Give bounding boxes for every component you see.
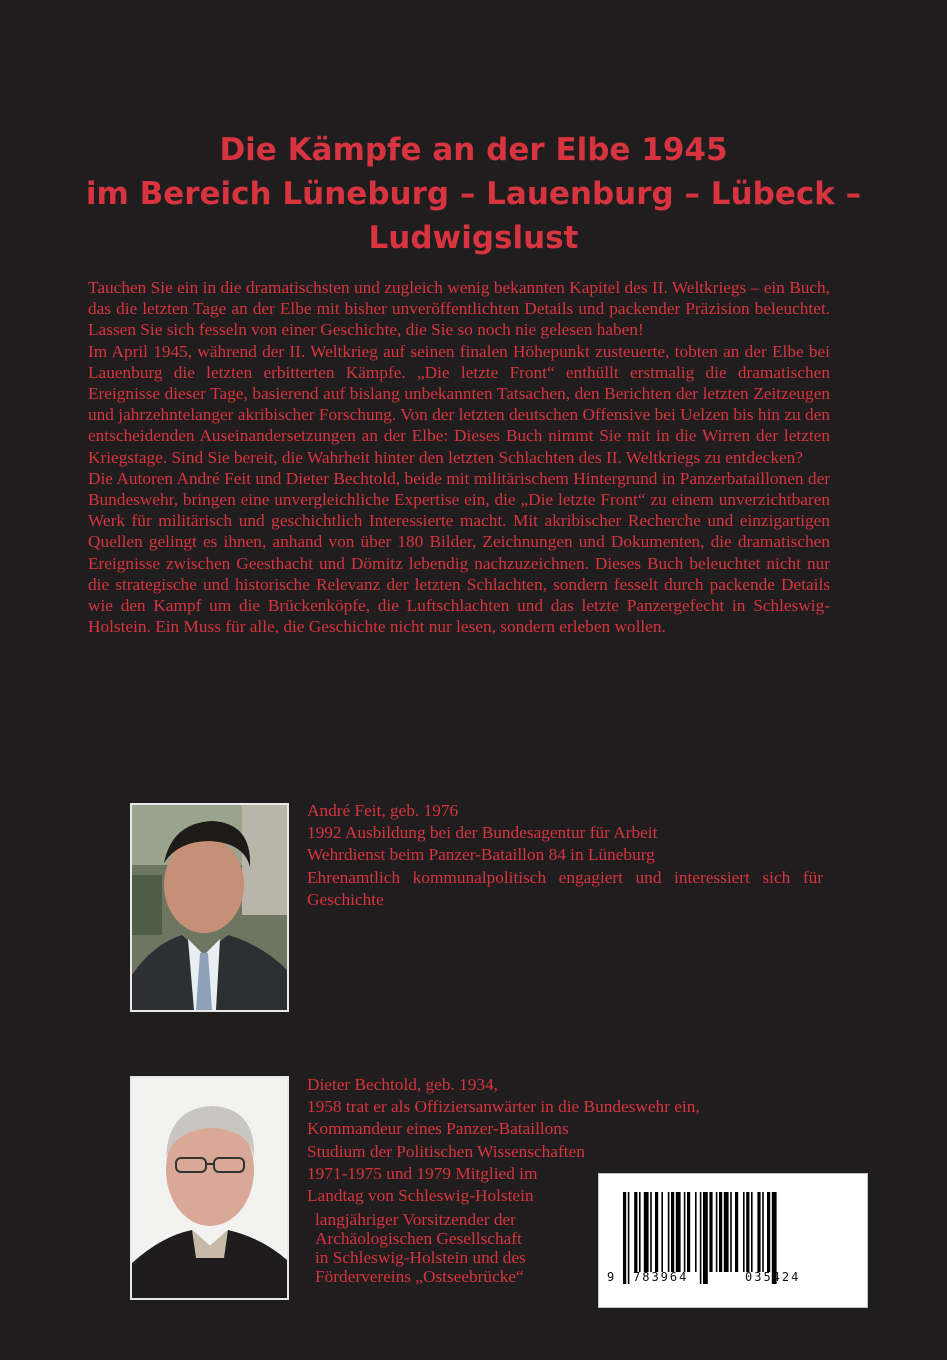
bio-feit-line-1: André Feit, geb. 1976 [307, 801, 459, 820]
barcode-bar [695, 1192, 697, 1272]
barcode-bar [719, 1192, 722, 1272]
isbn-barcode [598, 1173, 868, 1308]
barcode-bar [639, 1192, 641, 1272]
portrait-image [132, 805, 287, 1010]
barcode-bar [751, 1192, 753, 1272]
barcode-bar [671, 1192, 674, 1272]
barcode-bar [724, 1192, 729, 1272]
barcode-bar [655, 1192, 658, 1272]
barcode-bar [684, 1192, 686, 1272]
barcode-bar [628, 1192, 630, 1284]
bio-bechtold-line-3: Kommandeur eines Panzer-Bataillons [307, 1119, 569, 1139]
portrait-image [132, 1078, 287, 1298]
bio-bechtold-line-2: 1958 trat er als Offiziersanwärter in die Bundeswehr ein, [307, 1097, 700, 1117]
barcode-bar [700, 1192, 702, 1284]
blurb-paragraph-1: Tauchen Sie ein in die dramatischsten und zugleich wenig bekannten Kapitel des II. Weltkriegs – ein Buch, das die letzten Tage an der Elbe mit bisher unveröffentlichten Details und packender Präzision beleuchtet. Lassen Sie sich fesseln von einer Geschichte, die Sie so noch nie gelesen haben! [88, 278, 830, 340]
title-line-3: Ludwigslust [368, 220, 579, 256]
author-photo-bechtold [130, 1076, 289, 1300]
barcode-bar [730, 1192, 732, 1272]
bio-bechtold-line-10: Fördervereins „Ostseebrücke“ [315, 1267, 524, 1287]
barcode-bar [746, 1192, 749, 1272]
barcode-bar [743, 1192, 745, 1272]
title-line-2: im Bereich Lüneburg – Lauenburg – Lübeck – [85, 176, 862, 212]
barcode-bar [668, 1192, 670, 1272]
blurb-paragraph-2: Im April 1945, während der II. Weltkrieg auf seinen finalen Höhepunkt zusteuerte, tobten an der Elbe bei Lauenburg die letzten erbitterten Kämpfe. „Die letzte Front“ enthüllt erstmalig die dramatischen Ereignisse dieser Tage, basierend auf bislang unbekannten Tatsachen, den Berichten der letzten Zeitzeugen und jahrzehntelanger akribischer Forschung. Von der letzten deutschen Offensive bei Uelzen bis hin zu den entscheidenden Auseinandersetzungen an der Elbe: Dieses Buch nimmt Sie mit in die Wirren der letzten Kriegstage. Sind Sie bereit, die Wahrheit hinter den letzten Schlachten des II. Weltkriegs zu entdecken? [88, 341, 830, 467]
barcode-group-right: 035424 [745, 1270, 801, 1284]
author-bio-feit [307, 800, 823, 911]
bio-feit-line-2: 1992 Ausbildung bei der Bundesagentur für Arbeit [307, 823, 658, 843]
barcode-bar [757, 1192, 760, 1272]
title-line-1: Die Kämpfe an der Elbe 1945 [219, 132, 728, 168]
bio-feit-line-4: Ehrenamtlich kommunalpolitisch engagiert und interessiert sich für Geschichte [307, 867, 823, 909]
barcode-bar [676, 1192, 681, 1272]
bio-bechtold-line-1: Dieter Bechtold, geb. 1934, [307, 1075, 499, 1094]
barcode-bar [703, 1192, 708, 1284]
bio-bechtold-line-9: in Schleswig-Holstein und des [315, 1248, 526, 1268]
author-photo-feit [130, 803, 289, 1012]
bio-bechtold-line-8: Archäologischen Gesellschaft [315, 1229, 522, 1249]
barcode-bar [634, 1192, 637, 1272]
bio-bechtold-line-5: 1971-1975 und 1979 Mitglied im [307, 1163, 538, 1183]
barcode-bar [735, 1192, 738, 1272]
barcode-digit-first: 9 [607, 1270, 615, 1284]
bio-bechtold-line-6: Landtag von Schleswig-Holstein [307, 1186, 534, 1206]
barcode-bar [762, 1192, 764, 1272]
bio-bechtold-line-7: langjähriger Vorsitzender der [315, 1210, 516, 1230]
bio-bechtold-line-4: Studium der Politischen Wissenschaften [307, 1141, 585, 1161]
blurb-paragraph-3: Die Autoren André Feit und Dieter Bechtold, beide mit militärischem Hintergrund in Panzerbataillonen der Bundeswehr, bringen eine unvergleichliche Expertise ein, die „Die letzte Front“ zu einem unverzichtbaren Werk für militärisch und geschichtlich Interessierte macht. Mit akribischer Recherche und einzigartigen Quellen gelingt es ihnen, anhand von über 180 Bilder, Zeichnungen und Dokumenten, die dramatischen Ereignisse zwischen Geesthacht und Dömitz lebendig nachzuzeichnen. Dieses Buch beleuchtet nicht nur die strategische und historische Relevanz der letzten Schlachten, sondern fesselt durch packende Details wie den Kampf um die Brückenköpfe, die Luftschlachten und das letzte Panzergefecht in Schleswig-Holstein. Ein Muss für alle, die Geschichte nicht nur lesen, sondern erleben wollen. [88, 468, 830, 637]
barcode-bar [650, 1192, 652, 1272]
barcode-bar [623, 1192, 626, 1284]
book-title [40, 128, 907, 260]
barcode-bar [661, 1192, 663, 1272]
barcode-bar [767, 1192, 770, 1272]
barcode-bar [644, 1192, 649, 1272]
blurb-text [88, 277, 830, 637]
barcode-bar [709, 1192, 712, 1272]
barcode-bar [716, 1192, 718, 1272]
barcode-group-left: 783964 [633, 1270, 689, 1284]
barcode-bar [687, 1192, 690, 1272]
bio-feit-line-3: Wehrdienst beim Panzer-Bataillon 84 in Lüneburg [307, 845, 655, 865]
